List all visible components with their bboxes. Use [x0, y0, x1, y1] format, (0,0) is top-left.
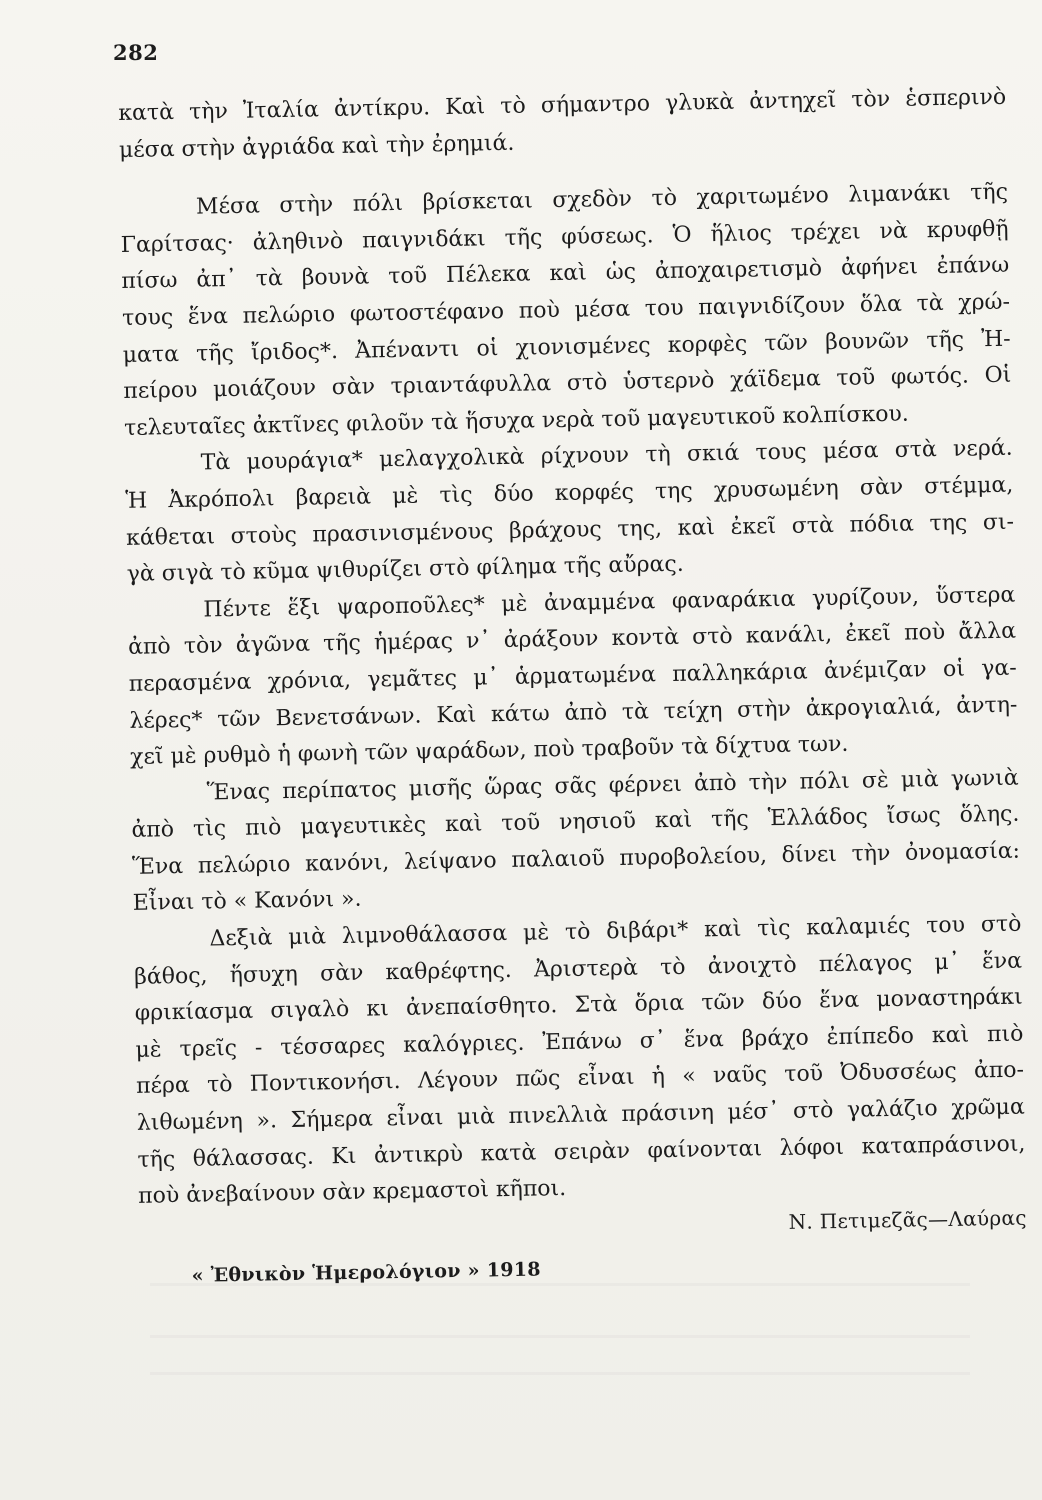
- text-line: τους ἕνα πελώριο φωτοστέφανο ποὺ μέσα του παιγνιδίζουν ὅλα τὰ χρώ-: [121, 289, 1011, 331]
- text-line: μὲ τρεῖς - τέσσαρες καλόγριες. Ἐπάνω σ᾽ ἕνα βράχο ἐπίπεδο καὶ πιὸ: [135, 1021, 1024, 1063]
- text-line: πίσω ἀπ᾽ τὰ βουνὰ τοῦ Πέλεκα καὶ ὡς ἀποχαιρετισμὸ ἀφήνει ἐπάνω: [121, 253, 1010, 295]
- text-line: Μέσα στὴν πόλι βρίσκεται σχεδὸν τὸ χαριτωμένο λιμανάκι τῆς: [195, 179, 1009, 220]
- text-line: Ἕνα πελώριο κανόνι, λείψανο παλαιοῦ πυροβολείου, δίνει τὴν ὀνομασία:: [131, 838, 1021, 880]
- show-through-line: [150, 1372, 970, 1375]
- text-line: τῆς θάλασσας. Κι ἀντικρὺ κατὰ σειρὰν φαίνονται λόφοι καταπράσινοι,: [137, 1131, 1026, 1173]
- text-line: κατὰ τὴν Ἰταλία ἀντίκρυ. Καὶ τὸ σήμαντρο γλυκὰ ἀντηχεῖ τὸν ἑσπερινὸ: [118, 84, 1007, 126]
- text-line: Γαρίτσας· ἀληθινὸ παιγνιδάκι τῆς φύσεως. Ὁ ἥλιος τρέχει νὰ κρυφθῇ: [120, 216, 1009, 258]
- author-signature: Ν. Πετιμεζᾶς—Λαύρας: [788, 1205, 1027, 1234]
- text-line: Δεξιὰ μιὰ λιμνοθάλασσα μὲ τὸ διβάρι* καὶ τὶς καλαμιές του στὸ: [209, 911, 1022, 952]
- text-line: φρικίασμα σιγαλὸ κι ἀνεπαίσθητο. Στὰ ὅρια τῶν δύο ἕνα μοναστηράκι: [134, 984, 1023, 1027]
- text-line: πέρα τὸ Ποντικονήσι. Λέγουν πῶς εἶναι ἡ « ναῦς τοῦ Ὀδυσσέως ἀπο-: [135, 1058, 1025, 1100]
- text-line: τελευταῖες ἀκτῖνες φιλοῦν τὰ ἥσυχα νερὰ τοῦ μαγευτικοῦ κολπίσκου.: [123, 401, 910, 441]
- text-line: Εἶναι τὸ « Κανόνι ».: [132, 887, 362, 917]
- text-line: πείρου μοιάζουν σὰν τριαντάφυλλα στὸ ὑστερνὸ χάϊδεμα τοῦ φωτός. Οἱ: [123, 362, 1012, 405]
- source-citation: « Ἐθνικὸν Ἡμερολόγιον » 1918: [191, 1258, 541, 1287]
- text-line: Πέντε ἕξι ψαροποῦλες* μὲ ἀναμμένα φαναράκια γυρίζουν, ὕστερα: [203, 582, 1016, 623]
- attribution: [139, 1205, 1028, 1287]
- text-line: λιθωμένη ». Σήμερα εἶναι μιὰ πινελλιὰ πράσινη μέσ᾽ στὸ γαλάζιο χρῶμα: [136, 1094, 1025, 1136]
- text-line: ματα τῆς ἴριδος*. Ἀπέναντι οἱ χιονισμένες κορφὲς τῶν βουνῶν τῆς Ἠ-: [122, 326, 1011, 368]
- text-line: λέρες* τῶν Βενετσάνων. Καὶ κάτω ἀπὸ τὰ τείχη στὴν ἀκρογιαλιά, ἀντη-: [129, 692, 1018, 734]
- page-number: 282: [113, 40, 159, 65]
- text-line: μέσα στὴν ἀγριάδα καὶ τὴν ἐρημιά.: [118, 130, 515, 163]
- text-line: ποὺ ἀνεβαίνουν σὰν κρεμαστοὶ κῆποι.: [137, 1176, 567, 1210]
- text-line: βάθος, ἥσυχη σὰν καθρέφτης. Ἀριστερὰ τὸ ἀνοιχτὸ πέλαγος μ᾽ ἕνα: [133, 948, 1023, 990]
- text-line: Ἕνας περίπατος μισῆς ὥρας σᾶς φέρνει ἀπὸ τὴν πόλι σὲ μιὰ γωνιὰ: [206, 765, 1019, 806]
- text-line: Τὰ μουράγια* μελαγχολικὰ ρίχνουν τὴ σκιά τους μέσα στὰ νερά.: [200, 436, 1013, 476]
- text-line: ἀπὸ τὸν ἀγῶνα τῆς ἡμέρας ν᾽ ἀράξουν κοντὰ στὸ κανάλι, ἐκεῖ ποὺ ἄλλα: [127, 618, 1017, 661]
- text-line: Ἡ Ἀκρόπολι βαρειὰ μὲ τὶς δύο κορφές της χρυσωμένη σὰν στέμμα,: [125, 472, 1014, 514]
- text-line: γὰ σιγὰ τὸ κῦμα ψιθυρίζει στὸ φίλημα τῆς αὔρας.: [126, 551, 684, 588]
- body-text: [118, 80, 1027, 1287]
- text-line: κάθεται στοὺς πρασινισμένους βράχους της, καὶ ἐκεῖ στὰ πόδια της σι-: [125, 509, 1015, 551]
- text-line: ἀπὸ τὶς πιὸ μαγευτικὲς καὶ τοῦ νησιοῦ καὶ τῆς Ἑλλάδος ἴσως ὅλης.: [131, 801, 1020, 844]
- text-line: περασμένα χρόνια, γεμᾶτες μ᾽ ἁρματωμένα παλληκάρια ἀνέμιζαν οἱ γα-: [128, 655, 1017, 697]
- text-line: χεῖ μὲ ρυθμὸ ἡ φωνὴ τῶν ψαράδων, ποὺ τραβοῦν τὰ δίχτυα των.: [129, 731, 849, 770]
- show-through-line: [150, 1335, 970, 1338]
